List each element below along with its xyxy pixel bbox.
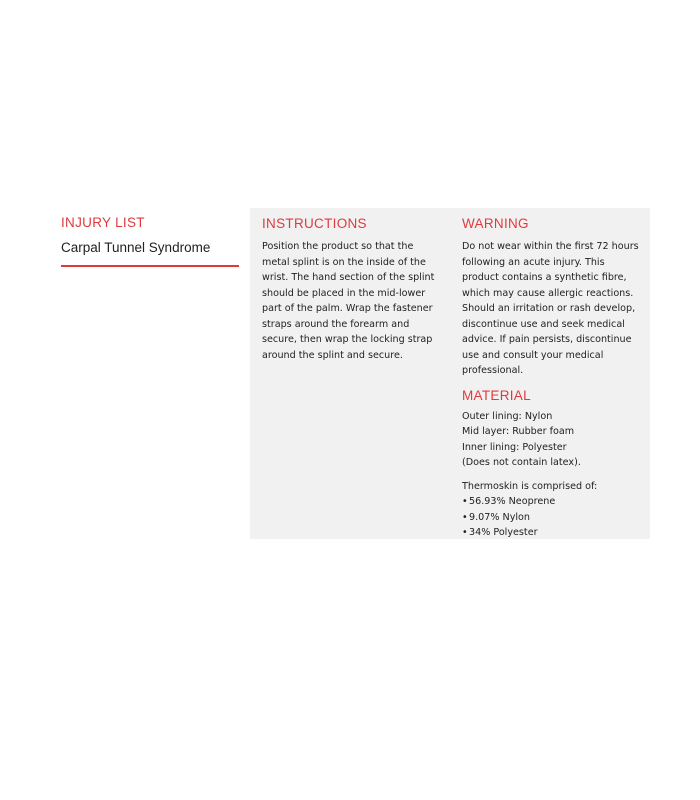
bullet-icon: • <box>462 496 468 507</box>
composition-item-text: 56.93% Neoprene <box>469 496 556 507</box>
bullet-icon: • <box>462 527 468 538</box>
instructions-section <box>262 216 442 363</box>
injury-list-item[interactable]: Carpal Tunnel Syndrome <box>61 240 211 255</box>
material-line: Inner lining: Polyester <box>462 441 567 453</box>
composition-intro: Thermoskin is comprised of: <box>462 480 598 492</box>
composition-item-text: 9.07% Nylon <box>469 511 530 523</box>
warning-text: Do not wear within the first 72 hours following an acute injury. This product contains a synthetic fibre, which may cause allergic reactions. Should an irritation or rash develop, discontinue use and seek medical advice. If pain persists, discontinue use and consult your medical professional. <box>462 241 639 376</box>
injury-list-heading: INJURY LIST <box>61 215 145 230</box>
composition-item-text: 34% Polyester <box>469 527 538 538</box>
material-lines <box>462 409 642 471</box>
material-line: Outer lining: Nylon <box>462 410 553 422</box>
bullet-icon: • <box>462 511 468 523</box>
injury-list-underline <box>61 265 239 267</box>
warning-heading: WARNING <box>462 216 529 231</box>
material-line: (Does not contain latex). <box>462 457 581 468</box>
material-heading: MATERIAL <box>462 387 531 403</box>
product-info-panel <box>250 208 650 539</box>
composition-item <box>462 525 642 541</box>
composition-item <box>462 494 642 510</box>
instructions-heading: INSTRUCTIONS <box>262 216 367 231</box>
warning-material-column <box>462 216 642 541</box>
composition-item <box>462 510 642 526</box>
material-line: Mid layer: Rubber foam <box>462 426 575 437</box>
composition-list <box>462 494 642 541</box>
instructions-text: Position the product so that the metal splint is on the inside of the wrist. The hand section of the splint should be placed in the mid-lower part of the palm. Wrap the fastener straps around the forearm and secure, then wrap the locking strap around the splint and secure. <box>262 241 435 361</box>
